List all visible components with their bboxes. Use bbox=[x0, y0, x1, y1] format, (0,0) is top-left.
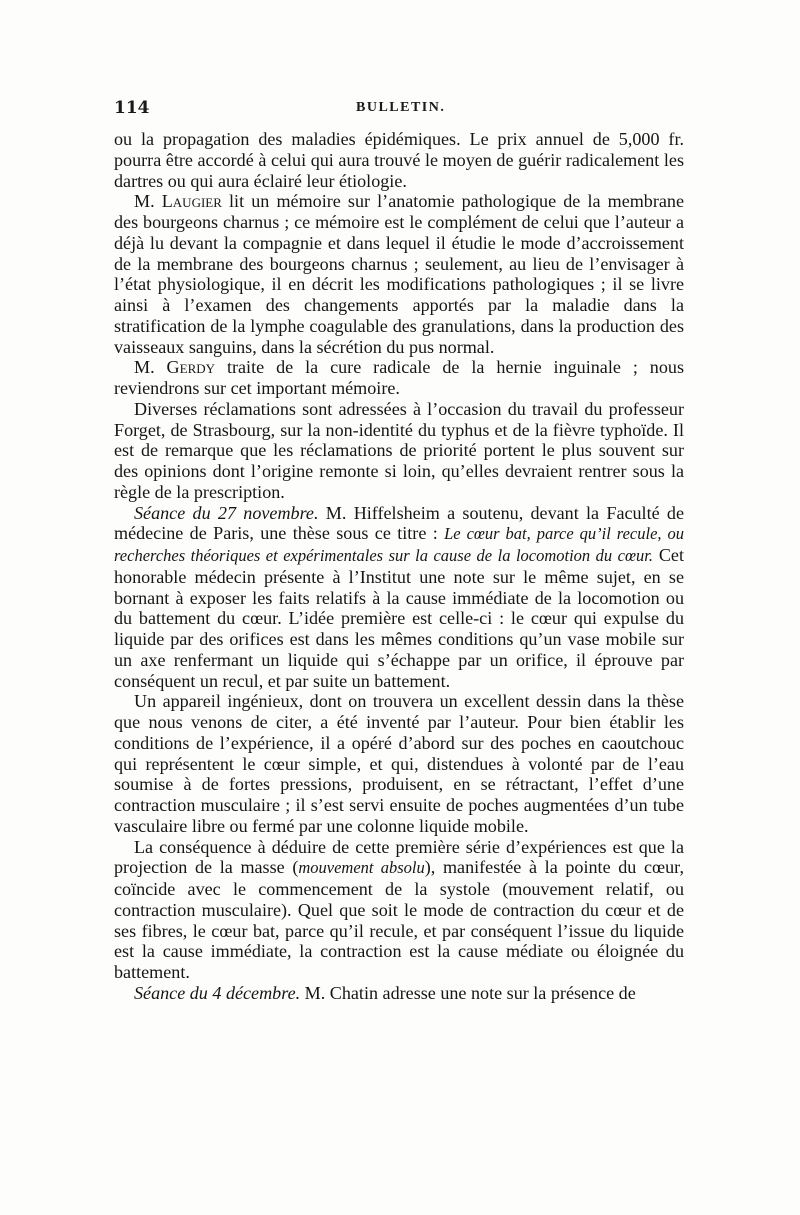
thesis-title: Le cœur bat, parce qu’il recule, ou recherches théoriques et expérimentales sur la cause de la locomotion du cœur. bbox=[114, 524, 684, 565]
speaker-name: M. Laugier bbox=[134, 191, 222, 212]
paragraph-gerdy bbox=[114, 357, 684, 399]
running-head: BULLETIN. bbox=[356, 100, 446, 115]
paragraph-reclamations bbox=[114, 399, 684, 503]
paragraph-text: lit un mémoire sur l’anatomie pathologique de la membrane des bourgeons charnus ; ce mémoire est le complément de celui que l’auteur a déjà lu devant la compagnie et dans lequel il étudie le mode d’accroissement de la membrane des bourgeons charnus ; seulement, au lieu de l’envisager à l’état physiologique, il en décrit les modifications pathologiques ; il se livre ainsi à l’examen des changements apportés par la maladie dans la stratification de la lymphe coagulable des granulations, dans la production des vaisseaux sanguins, dans la sécrétion du pus normal. bbox=[114, 191, 684, 357]
paragraph-text: Diverses réclamations sont adressées à l’occasion du travail du professeur Forget, de Strasbourg, sur la non-identité du typhus et de la fièvre typhoïde. Il est de remarque que les réclamations de priorité portent le plus souvent sur des opinions dont l’origine remonte si loin, qu’elles devraient rentrer sous la règle de la prescription. bbox=[114, 398, 684, 502]
paragraph-text: M. Hiffelsheim a soutenu, devant la Faculté de médecine de Paris, une thèse sous ce titre : bbox=[114, 502, 685, 544]
paragraph-text: La conséquence à déduire de cette première série d’expériences est que la projection de la masse ( bbox=[114, 836, 684, 878]
paragraph-text: ), manifestée à la pointe du cœur, coïncide avec le commencement de la systole (mouvement relatif, ou contraction musculaire). Quel que soit le mode de contraction du cœur et de ses fibres, le cœur bat, parce qu’il recule, et par conséquent l’issue du liquide est la cause immédiate, la contraction est la cause médiate ou éloignée du battement. bbox=[114, 857, 684, 982]
seance-date: Séance du 4 décembre. bbox=[134, 982, 301, 1003]
paragraph-text: Un appareil ingénieux, dont on trouvera un excellent dessin dans la thèse que nous venons de citer, a été inventé par l’auteur. Pour bien établir les conditions de l’expérience, il a opéré d’abord sur des poches en caoutchouc qui représentent le cœur simple, et qui, distendues à volonté par de l’eau soumise à de fortes pressions, produisent, en se rétractant, l’effet d’une contraction musculaire ; il s’est servi ensuite de poches augmentées d’un tube vasculaire libre ou fermé par une colonne liquide mobile. bbox=[114, 691, 684, 836]
page-number: 114 bbox=[114, 98, 150, 118]
page-header bbox=[114, 98, 684, 122]
italic-term: mouvement absolu bbox=[298, 858, 425, 878]
paragraph-text: traite de la cure radicale de la hernie inguinale ; nous reviendrons sur cet important mémoire. bbox=[114, 357, 684, 398]
paragraph-appareil bbox=[114, 691, 684, 836]
paragraph-seance-4-decembre bbox=[114, 983, 684, 1004]
seance-date: Séance du 27 novembre. bbox=[134, 502, 319, 523]
paragraph-consequence bbox=[114, 837, 684, 983]
paragraph-text: ou la propagation des maladies épidémiques. Le prix annuel de 5,000 fr. pourra être accordé à celui qui aura trouvé le moyen de guérir radicalement les dartres ou qui aura éclairé leur étiologie. bbox=[114, 129, 684, 191]
speaker-name: M. Gerdy bbox=[134, 357, 216, 378]
body-text bbox=[114, 129, 684, 1004]
paragraph-text: M. Chatin adresse une note sur la présence de bbox=[300, 982, 636, 1003]
paragraph-seance-27-novembre bbox=[114, 503, 684, 692]
paragraph-laugier bbox=[114, 191, 684, 357]
paragraph-text: Cet honorable médecin présente à l’Institut une note sur le même sujet, en se bornant à exposer les faits relatifs à la cause immédiate de la locomotion ou du battement du cœur. L’idée première est celle-ci : le cœur qui expulse du liquide par des orifices est dans les mêmes conditions qu’un vase mobile sur un axe renfermant un liquide qui s’échappe par un orifice, il éprouve par conséquent un recul, et par suite un battement. bbox=[114, 545, 684, 691]
paragraph-prize bbox=[114, 129, 684, 191]
